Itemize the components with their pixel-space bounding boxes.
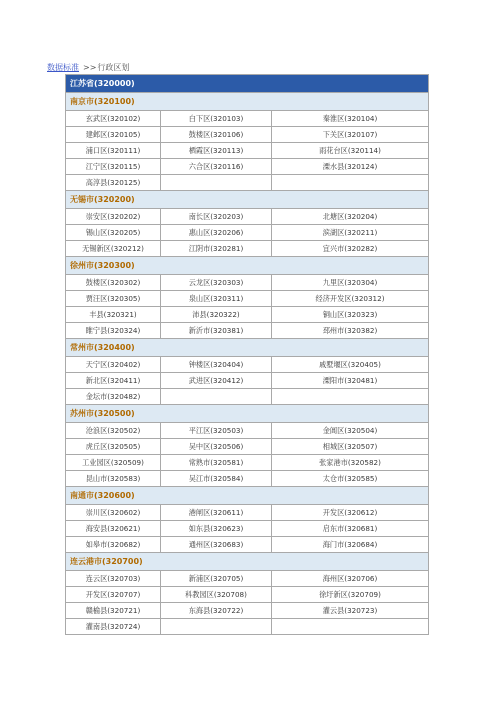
city-header-row [66, 553, 429, 571]
empty-cell [161, 619, 272, 635]
district-cell: 金阊区(320504) [272, 423, 429, 439]
district-cell: 常熟市(320581) [161, 455, 272, 471]
city-header: 常州市(320400) [66, 339, 429, 357]
district-row [66, 537, 429, 553]
district-cell: 九里区(320304) [272, 275, 429, 291]
district-cell: 吴江市(320584) [161, 471, 272, 487]
district-cell: 东海县(320722) [161, 603, 272, 619]
district-cell: 雨花台区(320114) [272, 143, 429, 159]
district-row [66, 307, 429, 323]
city-header: 苏州市(320500) [66, 405, 429, 423]
district-cell: 如皋市(320682) [66, 537, 161, 553]
district-cell: 溧水县(320124) [272, 159, 429, 175]
city-header: 南京市(320100) [66, 93, 429, 111]
province-header: 江苏省(320000) [66, 75, 429, 93]
district-cell: 工业园区(320509) [66, 455, 161, 471]
city-header: 南通市(320600) [66, 487, 429, 505]
district-cell: 崇安区(320202) [66, 209, 161, 225]
district-row [66, 225, 429, 241]
district-cell: 天宁区(320402) [66, 357, 161, 373]
district-cell: 建邺区(320105) [66, 127, 161, 143]
district-row [66, 159, 429, 175]
city-header-row [66, 487, 429, 505]
district-row [66, 291, 429, 307]
empty-cell [272, 619, 429, 635]
district-cell: 睢宁县(320324) [66, 323, 161, 339]
district-cell: 浦口区(320111) [66, 143, 161, 159]
district-cell: 新沂市(320381) [161, 323, 272, 339]
district-row [66, 439, 429, 455]
district-row [66, 587, 429, 603]
city-header-row [66, 191, 429, 209]
city-header: 徐州市(320300) [66, 257, 429, 275]
district-cell: 开发区(320612) [272, 505, 429, 521]
district-cell: 丰县(320321) [66, 307, 161, 323]
district-cell: 相城区(320507) [272, 439, 429, 455]
district-row [66, 521, 429, 537]
district-cell: 吴中区(320506) [161, 439, 272, 455]
region-table-body [66, 75, 429, 635]
district-cell: 钟楼区(320404) [161, 357, 272, 373]
breadcrumb-link-data-standards[interactable]: 数据标准 [47, 63, 79, 72]
empty-cell [272, 175, 429, 191]
district-cell: 六合区(320116) [161, 159, 272, 175]
district-cell: 经济开发区(320312) [272, 291, 429, 307]
city-header-row [66, 339, 429, 357]
district-row [66, 619, 429, 635]
district-cell: 无锡新区(320212) [66, 241, 161, 257]
district-cell: 灌南县(320724) [66, 619, 161, 635]
district-cell: 崇川区(320602) [66, 505, 161, 521]
district-row [66, 111, 429, 127]
district-row [66, 603, 429, 619]
district-cell: 海州区(320706) [272, 571, 429, 587]
district-cell: 高淳县(320125) [66, 175, 161, 191]
district-cell: 赣榆县(320721) [66, 603, 161, 619]
district-cell: 秦淮区(320104) [272, 111, 429, 127]
district-cell: 江宁区(320115) [66, 159, 161, 175]
district-cell: 锡山区(320205) [66, 225, 161, 241]
district-cell: 新浦区(320705) [161, 571, 272, 587]
district-cell: 连云区(320703) [66, 571, 161, 587]
district-cell: 江阴市(320281) [161, 241, 272, 257]
district-cell: 泉山区(320311) [161, 291, 272, 307]
district-cell: 启东市(320681) [272, 521, 429, 537]
district-cell: 沛县(320322) [161, 307, 272, 323]
district-cell: 虎丘区(320505) [66, 439, 161, 455]
province-header-row [66, 75, 429, 93]
district-cell: 灌云县(320723) [272, 603, 429, 619]
district-cell: 港闸区(320611) [161, 505, 272, 521]
empty-cell [161, 175, 272, 191]
district-cell: 滨湖区(320211) [272, 225, 429, 241]
district-row [66, 373, 429, 389]
district-row [66, 571, 429, 587]
district-cell: 白下区(320103) [161, 111, 272, 127]
breadcrumb-current: 行政区划 [97, 63, 130, 72]
district-row [66, 423, 429, 439]
district-cell: 南长区(320203) [161, 209, 272, 225]
district-row [66, 323, 429, 339]
district-cell: 铜山区(320323) [272, 307, 429, 323]
district-cell: 海安县(320621) [66, 521, 161, 537]
district-cell: 科教园区(320708) [161, 587, 272, 603]
district-cell: 下关区(320107) [272, 127, 429, 143]
district-cell: 沧浪区(320502) [66, 423, 161, 439]
breadcrumb [47, 63, 129, 73]
district-row [66, 143, 429, 159]
district-cell: 金坛市(320482) [66, 389, 161, 405]
district-cell: 武进区(320412) [161, 373, 272, 389]
district-cell: 惠山区(320206) [161, 225, 272, 241]
district-cell: 北塘区(320204) [272, 209, 429, 225]
district-row [66, 389, 429, 405]
empty-cell [272, 389, 429, 405]
district-row [66, 471, 429, 487]
district-cell: 栖霞区(320113) [161, 143, 272, 159]
district-cell: 新北区(320411) [66, 373, 161, 389]
district-row [66, 127, 429, 143]
district-row [66, 209, 429, 225]
district-cell: 云龙区(320303) [161, 275, 272, 291]
empty-cell [161, 389, 272, 405]
district-row [66, 357, 429, 373]
district-cell: 昆山市(320583) [66, 471, 161, 487]
city-header: 连云港市(320700) [66, 553, 429, 571]
city-header-row [66, 257, 429, 275]
district-cell: 平江区(320503) [161, 423, 272, 439]
district-row [66, 275, 429, 291]
district-cell: 通州区(320683) [161, 537, 272, 553]
city-header: 无锡市(320200) [66, 191, 429, 209]
district-cell: 溧阳市(320481) [272, 373, 429, 389]
breadcrumb-separator: >> [83, 63, 97, 72]
district-cell: 宜兴市(320282) [272, 241, 429, 257]
district-cell: 贾汪区(320305) [66, 291, 161, 307]
district-row [66, 455, 429, 471]
district-cell: 如东县(320623) [161, 521, 272, 537]
city-header-row [66, 93, 429, 111]
district-cell: 张家港市(320582) [272, 455, 429, 471]
city-header-row [66, 405, 429, 423]
district-cell: 邳州市(320382) [272, 323, 429, 339]
district-cell: 海门市(320684) [272, 537, 429, 553]
district-row [66, 505, 429, 521]
district-cell: 玄武区(320102) [66, 111, 161, 127]
district-row [66, 241, 429, 257]
district-cell: 鼓楼区(320106) [161, 127, 272, 143]
district-cell: 太仓市(320585) [272, 471, 429, 487]
district-cell: 徐圩新区(320709) [272, 587, 429, 603]
region-table [65, 74, 429, 635]
district-row [66, 175, 429, 191]
district-cell: 鼓楼区(320302) [66, 275, 161, 291]
district-cell: 开发区(320707) [66, 587, 161, 603]
district-cell: 戚墅堰区(320405) [272, 357, 429, 373]
